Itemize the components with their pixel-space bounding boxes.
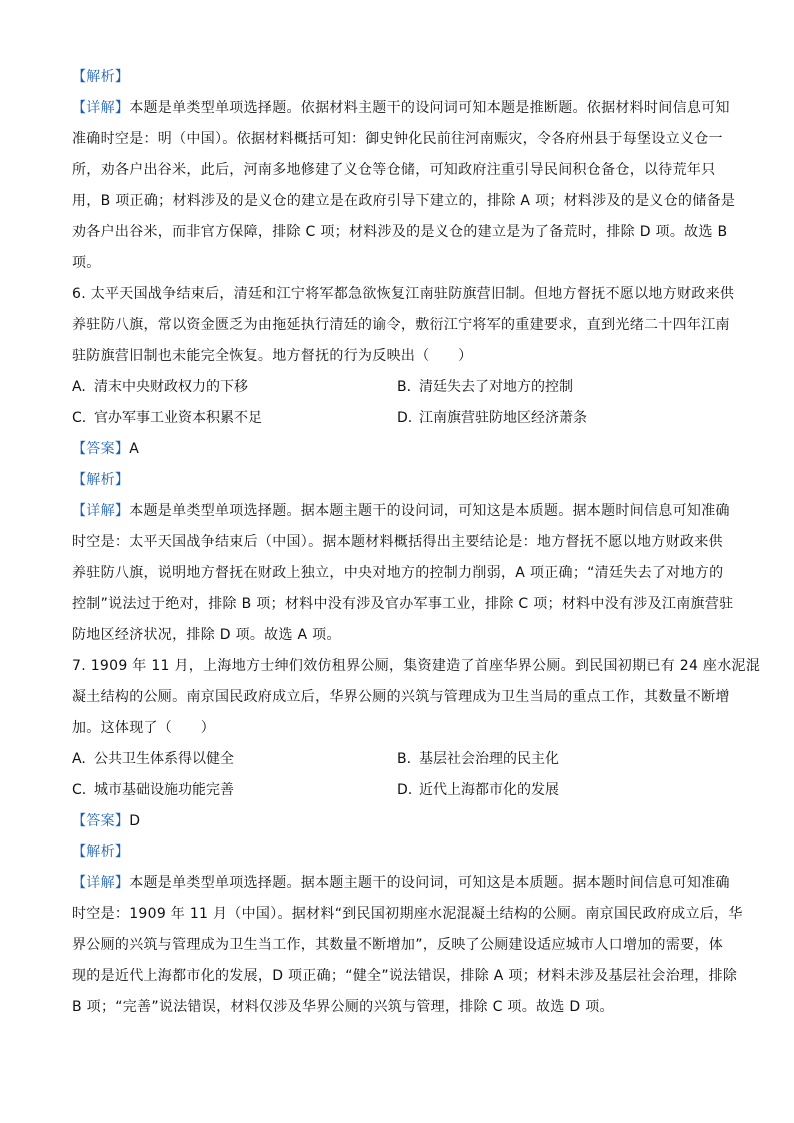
option-text: 城市基础设施功能完善 (94, 782, 234, 798)
option-c (72, 403, 397, 434)
detail-text: 本题是单类型单项选择题。据本题主题干的设问词，可知这是本质题。据本题时间信息可知准确 (129, 503, 730, 519)
options-row (72, 403, 722, 434)
document-page (72, 62, 761, 1023)
options-row (72, 372, 722, 403)
option-text: 近代上海都市化的发展 (419, 782, 559, 798)
analysis-label: 【解析】 (72, 69, 130, 85)
detail-label: 【详解】 (72, 100, 130, 116)
analysis-label: 【解析】 (72, 844, 130, 860)
options-row (72, 744, 722, 775)
answer-label: 【答案】 (72, 441, 130, 457)
detail-text: 本题是单类型单项选择题。据本题主题干的设问词，可知这是本质题。据本题时间信息可知准确 (129, 875, 730, 891)
option-text: 清廷失去了对地方的控制 (419, 379, 573, 395)
option-a (72, 744, 397, 775)
detail-line: 所，劝各户出谷米，此后，河南多地修建了义仓等仓储，可知政府注重引导民间积仓备仓，以待荒年只 (72, 162, 716, 178)
option-text: 官办军事工业资本积累不足 (94, 410, 262, 426)
answer-line (72, 434, 722, 465)
option-key: C. (72, 410, 87, 426)
option-key: A. (72, 379, 86, 395)
detail-line: 劝各户出谷米，而非官方保障，排除 C 项；材料涉及的是义仓的建立是为了备荒时，排除 D 项。故选 B (72, 224, 728, 240)
answer-value: A (129, 441, 140, 457)
detail-line: 准确时空是：明（中国）。依据材料概括可知：御史钟化民前往河南赈灾，令各府州县于每堡设立义仓一 (72, 131, 723, 147)
option-d (397, 403, 722, 434)
detail-line: 时空是：1909 年 11 月（中国）。据材料“到民国初期座水泥混凝土结构的公厕。南京国民政府成立后，华 (72, 906, 743, 922)
option-text: 基层社会治理的民主化 (419, 751, 559, 767)
option-key: D. (397, 782, 413, 798)
detail-line (72, 496, 730, 527)
detail-text: 本题是单类型单项选择题。依据材料主题干的设问词可知本题是推断题。依据材料时间信息可知 (129, 100, 730, 116)
option-text: 江南旗营驻防地区经济萧条 (419, 410, 587, 426)
question-stem-line: 凝土结构的公厕。南京国民政府成立后，华界公厕的兴筑与管理成为卫生当局的重点工作，其数量不断增 (72, 689, 730, 705)
detail-label: 【详解】 (72, 503, 130, 519)
option-b (397, 372, 722, 403)
detail-line: B 项；“完善”说法错误，材料仅涉及华界公厕的兴筑与管理，排除 C 项。故选 D 项。 (72, 999, 614, 1015)
answer-line (72, 806, 722, 837)
answer-value: D (129, 813, 141, 829)
detail-line: 养驻防八旗，说明地方督抚在财政上独立，中央对地方的控制力削弱，A 项正确；“清廷失去了对地方的 (72, 565, 724, 581)
options-row (72, 775, 722, 806)
option-key: C. (72, 782, 87, 798)
analysis-label: 【解析】 (72, 472, 130, 488)
detail-line (72, 93, 730, 124)
option-c (72, 775, 397, 806)
question-stem-line: 加。这体现了（ ） (72, 720, 215, 736)
option-text: 清末中央财政权力的下移 (94, 379, 248, 395)
detail-line: 时空是：太平天国战争结束后（中国）。据本题材料概括得出主要结论是：地方督抚不愿以地方财政来供 (72, 534, 723, 550)
option-d (397, 775, 722, 806)
detail-line: 现的是近代上海都市化的发展，D 项正确；“健全”说法错误，排除 A 项；材料未涉及基层社会治理，排除 (72, 968, 738, 984)
question-stem-line: 6. 太平天国战争结束后，清廷和江宁将军都急欲恢复江南驻防旗营旧制。但地方督抚不愿以地方财政来供 (72, 286, 735, 302)
option-b (397, 744, 722, 775)
detail-line: 用，B 项正确；材料涉及的是义仓的建立是在政府引导下建立的，排除 A 项；材料涉及的是义仓的储备是 (72, 193, 736, 209)
option-key: B. (397, 379, 412, 395)
question-stem-line: 7. 1909 年 11 月，上海地方士绅们效仿租界公厕，集资建造了首座华界公厕。到民国初期已有 24 座水泥混 (72, 658, 761, 674)
detail-line: 界公厕的兴筑与管理成为卫生当工作，其数量不断增加”，反映了公厕建设适应城市人口增加的需要，体 (72, 937, 724, 953)
option-a (72, 372, 397, 403)
option-key: D. (397, 410, 413, 426)
option-text: 公共卫生体系得以健全 (94, 751, 234, 767)
option-key: B. (397, 751, 412, 767)
detail-line: 防地区经济状况，排除 D 项。故选 A 项。 (72, 627, 341, 643)
detail-label: 【详解】 (72, 875, 130, 891)
question-stem-line: 养驻防八旗，常以资金匮乏为由拖延执行清廷的谕令，敷衍江宁将军的重建要求，直到光绪二十四年江南 (72, 317, 730, 333)
answer-label: 【答案】 (72, 813, 130, 829)
detail-line: 项。 (72, 255, 101, 271)
option-key: A. (72, 751, 86, 767)
detail-line: 控制”说法过于绝对，排除 B 项；材料中没有涉及官办军事工业，排除 C 项；材料中没有涉及江南旗营驻 (72, 596, 734, 612)
detail-line (72, 868, 730, 899)
question-stem-line: 驻防旗营旧制也未能完全恢复。地方督抚的行为反映出（ ） (72, 348, 473, 364)
